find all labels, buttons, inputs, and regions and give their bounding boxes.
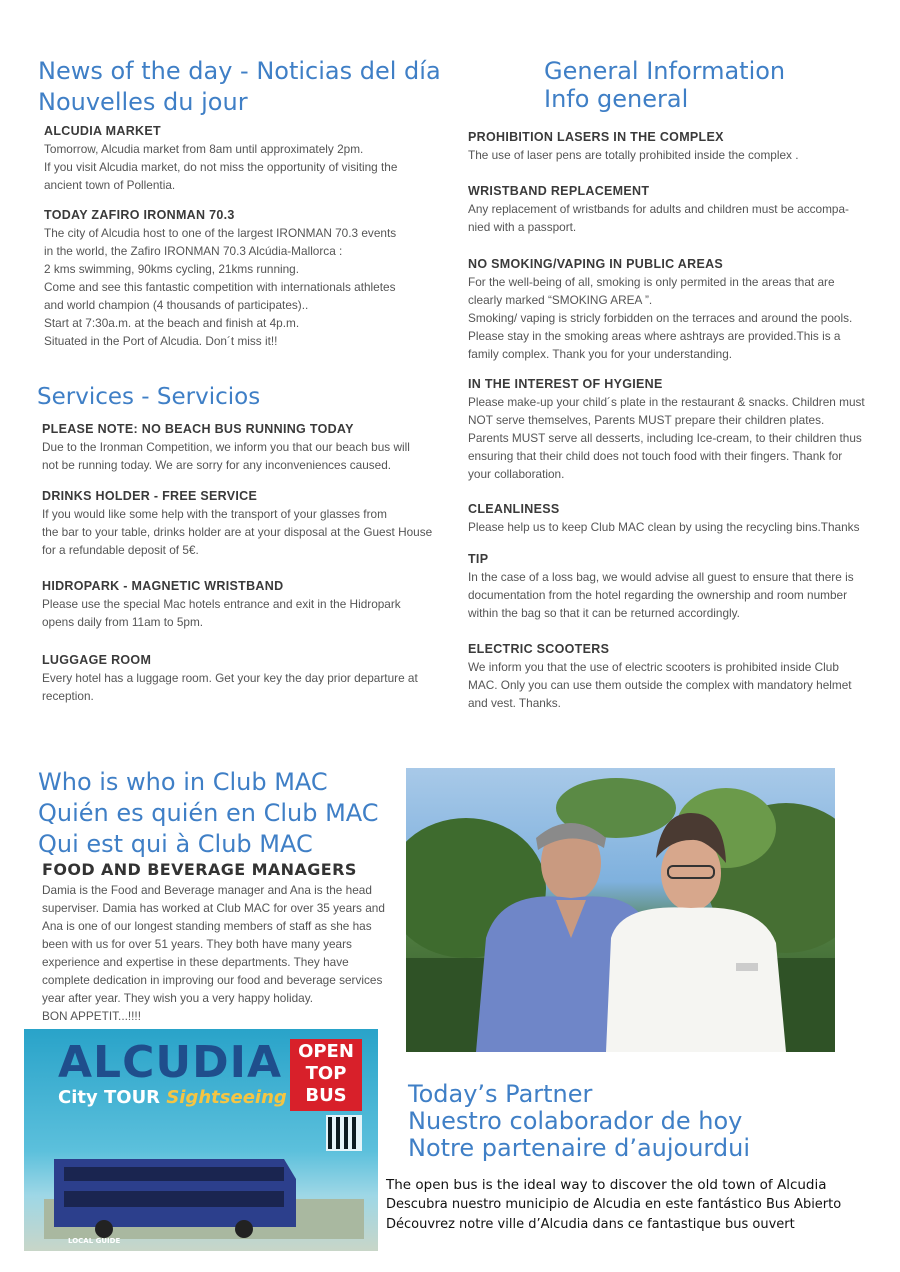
info-item-scooters xyxy=(468,642,888,712)
service-item-drinks-holder xyxy=(42,489,462,559)
service-item-title: PLEASE NOTE: NO BEACH BUS RUNNING TODAY xyxy=(42,422,354,436)
partner-heading-line1: Today’s Partner xyxy=(408,1080,593,1108)
service-item-line: Every hotel has a luggage room. Get your key the day prior departure at xyxy=(42,671,418,685)
info-item-title: TIP xyxy=(468,552,489,566)
service-item-line: the bar to your table, drinks holder are at your disposal at the Guest House xyxy=(42,525,433,539)
news-item-market xyxy=(44,124,444,194)
who-subtitle: FOOD AND BEVERAGE MANAGERS xyxy=(42,860,357,879)
news-item-line: in the world, the Zafiro IRONMAN 70.3 Alcúdia-Mallorca : xyxy=(44,244,343,258)
service-item-line: not be running today. We are sorry for any inconveniences caused. xyxy=(42,458,392,472)
managers-photo xyxy=(406,768,835,1052)
news-item-title: ALCUDIA MARKET xyxy=(44,124,161,138)
service-item-title: LUGGAGE ROOM xyxy=(42,653,152,667)
info-item-title: PROHIBITION LASERS IN THE COMPLEX xyxy=(468,130,724,144)
news-item-ironman xyxy=(44,208,444,350)
news-item-line: Come and see this fantastic competition with internationals athletes xyxy=(44,280,396,294)
service-item-line: If you would like some help with the transport of your glasses from xyxy=(42,507,387,521)
info-item-line: and vest. Thanks. xyxy=(468,696,561,710)
who-line: Ana is one of our longest standing members of staff as she has xyxy=(42,919,372,933)
who-line: complete dedication in improving our food and beverage services xyxy=(42,973,383,987)
banner-subtitle-sightseeing: Sightseeing xyxy=(166,1087,287,1108)
info-item-wristband xyxy=(468,184,888,236)
info-item-tip xyxy=(468,552,888,622)
general-heading-line1: General Information xyxy=(544,57,786,85)
news-item-line: 2 kms swimming, 90kms cycling, 21kms running. xyxy=(44,262,300,276)
who-line: BON APPETIT...!!!! xyxy=(42,1009,141,1023)
who-line: been with us for over 51 years. They both have many years xyxy=(42,937,352,951)
info-item-line: MAC. Only you can use them outside the complex with mandatory helmet xyxy=(468,678,852,692)
info-item-line: NOT serve themselves, Parents MUST prepare their children plates. xyxy=(468,413,825,427)
info-item-line: In the case of a loss bag, we would advise all guest to ensure that there is xyxy=(468,570,854,584)
info-item-cleanliness xyxy=(468,502,888,536)
open-top-bus-badge xyxy=(290,1039,362,1111)
info-item-title: CLEANLINESS xyxy=(468,502,560,516)
service-item-line: reception. xyxy=(42,689,94,703)
news-item-line: The city of Alcudia host to one of the largest IRONMAN 70.3 events xyxy=(44,226,397,240)
info-item-line: Please stay in the smoking areas where ashtrays are provided.This is a xyxy=(468,329,841,343)
general-section xyxy=(544,57,864,113)
news-item-line: If you visit Alcudia market, do not miss the opportunity of visiting the xyxy=(44,160,398,174)
who-section xyxy=(38,767,408,860)
who-heading-line1: Who is who in Club MAC xyxy=(38,768,328,796)
badge-line3: BUS xyxy=(305,1085,347,1106)
general-heading-line2: Info general xyxy=(544,85,689,113)
who-line: superviser. Damia has worked at Club MAC for over 35 years and xyxy=(42,901,385,915)
services-heading: Services - Servicios xyxy=(37,384,261,410)
service-item-hidropark xyxy=(42,579,452,631)
info-item-line: For the well-being of all, smoking is only permited in the areas that are xyxy=(468,275,835,289)
info-item-title: WRISTBAND REPLACEMENT xyxy=(468,184,650,198)
partner-section xyxy=(408,1081,878,1162)
banner-footer: LOCAL GUIDE xyxy=(68,1237,121,1245)
service-item-line: Please use the special Mac hotels entrance and exit in the Hidropark xyxy=(42,597,401,611)
info-item-lasers xyxy=(468,130,888,164)
partner-line-fr: Découvrez notre ville d’Alcudia dans ce fantastique bus ouvert xyxy=(386,1217,795,1232)
who-body xyxy=(42,860,407,1025)
info-item-line: documentation from the hotel regarding the ownership and room number xyxy=(468,588,848,602)
service-item-beach-bus xyxy=(42,422,452,474)
info-item-no-smoking xyxy=(468,257,888,363)
news-item-line: Situated in the Port of Alcudia. Don´t miss it!! xyxy=(44,334,278,348)
news-item-line: and world champion (4 thousands of participates).. xyxy=(44,298,309,312)
badge-line1: OPEN xyxy=(298,1041,354,1062)
partner-description xyxy=(386,1175,886,1235)
news-section xyxy=(38,56,458,118)
news-heading-line2: Nouvelles du jour xyxy=(38,88,248,116)
news-item-title: TODAY ZAFIRO IRONMAN 70.3 xyxy=(44,208,235,222)
banner-subtitle-city: City TOUR xyxy=(58,1087,161,1108)
info-item-line: nied with a passport. xyxy=(468,220,577,234)
partner-line-es: Descubra nuestro municipio de Alcudia en este fantástico Bus Abierto xyxy=(386,1197,842,1212)
service-item-line: Due to the Ironman Competition, we inform you that our beach bus will xyxy=(42,440,410,454)
who-line: year after year. They wish you a very happy holiday. xyxy=(42,991,314,1005)
info-item-line: clearly marked “SMOKING AREA ”. xyxy=(468,293,653,307)
service-item-title: HIDROPARK - MAGNETIC WRISTBAND xyxy=(42,579,284,593)
partner-heading-line2: Nuestro colaborador de hoy xyxy=(408,1107,743,1135)
info-item-title: NO SMOKING/VAPING IN PUBLIC AREAS xyxy=(468,257,724,271)
news-heading-line1: News of the day - Noticias del día xyxy=(38,57,441,85)
who-heading-line2: Quién es quién en Club MAC xyxy=(38,799,379,827)
service-item-line: opens daily from 11am to 5pm. xyxy=(42,615,204,629)
city-tour-banner xyxy=(24,1029,378,1251)
info-item-line: within the bag so that it can be returned accordingly. xyxy=(468,606,740,620)
who-line: experience and expertise in these departments. They have xyxy=(42,955,349,969)
info-item-line: your collaboration. xyxy=(468,467,565,481)
info-item-line: Smoking/ vaping is stricly forbidden on the terraces and around the pools. xyxy=(468,311,853,325)
service-item-title: DRINKS HOLDER - FREE SERVICE xyxy=(42,489,258,503)
partner-line-en: The open bus is the ideal way to discover the old town of Alcudia xyxy=(386,1177,827,1193)
news-item-line: Tomorrow, Alcudia market from 8am until approximately 2pm. xyxy=(44,142,364,156)
info-item-line: Please help us to keep Club MAC clean by using the recycling bins.Thanks xyxy=(468,520,860,534)
badge-line2: TOP xyxy=(305,1063,347,1084)
info-item-title: ELECTRIC SCOOTERS xyxy=(468,642,610,656)
partner-heading-line3: Notre partenaire d’aujourdui xyxy=(408,1134,750,1162)
who-heading-line3: Qui est qui à Club MAC xyxy=(38,830,313,858)
info-item-line: ensuring that their child does not touch food with their fingers. Thank for xyxy=(468,449,843,463)
info-item-hygiene xyxy=(468,377,888,483)
service-item-line: for a refundable deposit of 5€. xyxy=(42,543,199,557)
info-item-line: The use of laser pens are totally prohibited inside the complex . xyxy=(468,148,799,162)
bus-illustration xyxy=(34,1139,364,1239)
info-item-line: family complex. Thank you for your understanding. xyxy=(468,347,733,361)
who-line: Damia is the Food and Beverage manager and Ana is the head xyxy=(42,883,372,897)
service-item-luggage xyxy=(42,653,452,705)
news-item-line: Start at 7:30a.m. at the beach and finish at 4p.m. xyxy=(44,316,300,330)
info-item-title: IN THE INTEREST OF HYGIENE xyxy=(468,377,663,391)
news-item-line: ancient town of Pollentia. xyxy=(44,178,176,192)
info-item-line: Parents MUST serve all desserts, including Ice-cream, to their children thus xyxy=(468,431,862,445)
managers-photo-illustration xyxy=(406,768,835,1052)
info-item-line: Any replacement of wristbands for adults and children must be accompa- xyxy=(468,202,849,216)
info-item-line: Please make-up your child´s plate in the restaurant & snacks. Children must xyxy=(468,395,865,409)
banner-subtitle xyxy=(58,1087,287,1108)
banner-title: ALCUDIA xyxy=(58,1037,283,1088)
info-item-line: We inform you that the use of electric scooters is prohibited inside Club xyxy=(468,660,839,674)
